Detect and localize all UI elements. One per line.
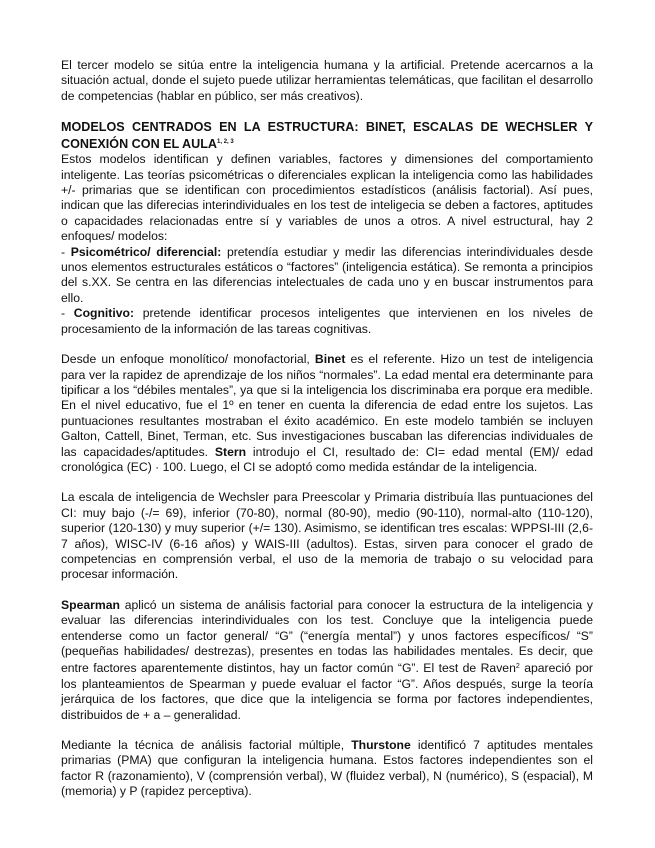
paragraph-thurstone — [61, 738, 593, 800]
name-binet: Binet — [314, 352, 346, 367]
section-heading — [61, 120, 593, 152]
name-spearman: Spearman — [61, 597, 120, 612]
item-text: pretende identificar procesos inteligentes que intervienen en los niveles de procesamiento de la información de las tareas cognitivas. — [61, 306, 593, 336]
paragraph-models: Estos modelos identifican y definen variables, factores y dimensiones del comportamiento inteligente. Las teorías psicométricas o diferenciales explican la inteligencia como las habilidades +/- primarias que se identifican con procedimientos estadísticos (análisis factorial). Así pues, indican que las diferecias interindividuales en los test de inteligecia se deben a factores, aptitudes o capacidades relacionadas entre sí y variables de unos a otros. A nivel estructural, hay 2 enfoques/ modelos: — [61, 152, 593, 244]
paragraph-wechsler: La escala de inteligencia de Wechsler para Preescolar y Primaria distribuía llas puntuaciones del CI: muy bajo (-/= 69), inferior (70-80), normal (80-90), medio (90-110), normal-alto (110-120), superior (120-130) y muy superior (+/= 130). Asimismo, se identifican tres escalas: WPPSI-III (2,6-7 años), WISC-IV (6-16 años) y WAIS-III (adultos). Estas, sirven para conocer el grado de competencias en comprensión verbal, el uso de la memoria de trabajo o su velocidad para procesar información. — [61, 490, 593, 582]
text-run: es el referente. Hizo un test de inteligencia para ver la rapidez de aprendizaje de los niños “normales”. La edad mental era determinante para tipificar a los “débiles mentales”, ya que si la inteligencia los discriminaba era porque era medible. En el nivel educativo, fue el 1º en tener en cuenta la diferencia de edad entre los sujetos. Las puntuaciones resultantes mostraban el éxito académico. En este modelo también se incluyen Galton, Cattell, Binet, Terman, etc. Sus investigaciones buscaban las diferencias individuales de las capacidades/aptitudes. — [61, 352, 593, 459]
text-run: introdujo el CI, resultado de: CI= edad mental (EM)/ edad cronológica (EC) · 100. Luego, el CI se adoptó como medida estándar de la inteligencia. — [61, 444, 593, 474]
item-text: pretendía estudiar y medir las diferencias interindividuales desde unos elementos estructurales estáticos o “factores” (inteligencia estática). Se remonta a principios del s.XX. Se centra en las diferencias intelectuales de cada uno y en buscar instrumentos para ello. — [61, 244, 593, 305]
text-run: Mediante la técnica de análisis factorial múltiple, — [61, 738, 352, 753]
name-stern: Stern — [214, 444, 247, 459]
paragraph-intro: El tercer modelo se sitúa entre la inteligencia humana y la artificial. Pretende acercarnos a la situación actual, donde el sujeto puede utilizar herramientas telemáticas, que facilitan el desarrollo de competencias (hablar en público, ser más creativos). — [61, 58, 593, 103]
list-item-psychometric — [61, 245, 593, 307]
term-psychometric: Psicométrico/ diferencial: — [70, 244, 222, 259]
text-run: apareció por los planteamientos de Spearman y puede evaluar el factor “G”. Años después, surge la teoría jerárquica de los factores, que dice que la inteligencia se forma por factores independientes, distribuidos de + a – generalidad. — [61, 661, 593, 722]
document-page — [61, 58, 593, 800]
footnote-ref: 2 — [515, 663, 520, 671]
heading-footnote-refs: 1, 2, 3 — [217, 139, 234, 146]
list-item-cognitive — [61, 306, 593, 337]
name-thurstone: Thurstone — [351, 738, 411, 753]
text-run: Desde un enfoque monolítico/ monofactorial, — [61, 352, 315, 367]
list-dash: - — [61, 244, 71, 259]
text-run: identificó 7 aptitudes mentales primarias (PMA) que configuran la inteligencia humana. Estos factores independientes son el factor R (razonamiento), V (comprensión verbal), W (fluidez verbal), N (numérico), S (espacial), M (memoria) y P (rapidez perceptiva). — [61, 738, 593, 799]
paragraph-spearman — [61, 598, 593, 723]
list-dash: - — [61, 306, 74, 321]
text-run: aplicó un sistema de análisis factorial para conocer la estructura de la inteligencia y evaluar las diferencias interindividuales con los test. Concluye que la inteligencia puede entenderse como un factor general/ “G” (“energía mental”) y unos factores específicos/ “S” (pequeñas habilidades/ destrezas), presentes en todas las habilidades mentales. Es decir, que entre factores aparentemente distintos, hay un factor común “G”. El test de Raven — [61, 597, 593, 676]
heading-text: MODELOS CENTRADOS EN LA ESTRUCTURA: BINET, ESCALAS DE WECHSLER Y CONEXIÓN CON EL AULA — [61, 120, 593, 152]
term-cognitive: Cognitivo: — [73, 306, 135, 321]
paragraph-binet — [61, 352, 593, 475]
